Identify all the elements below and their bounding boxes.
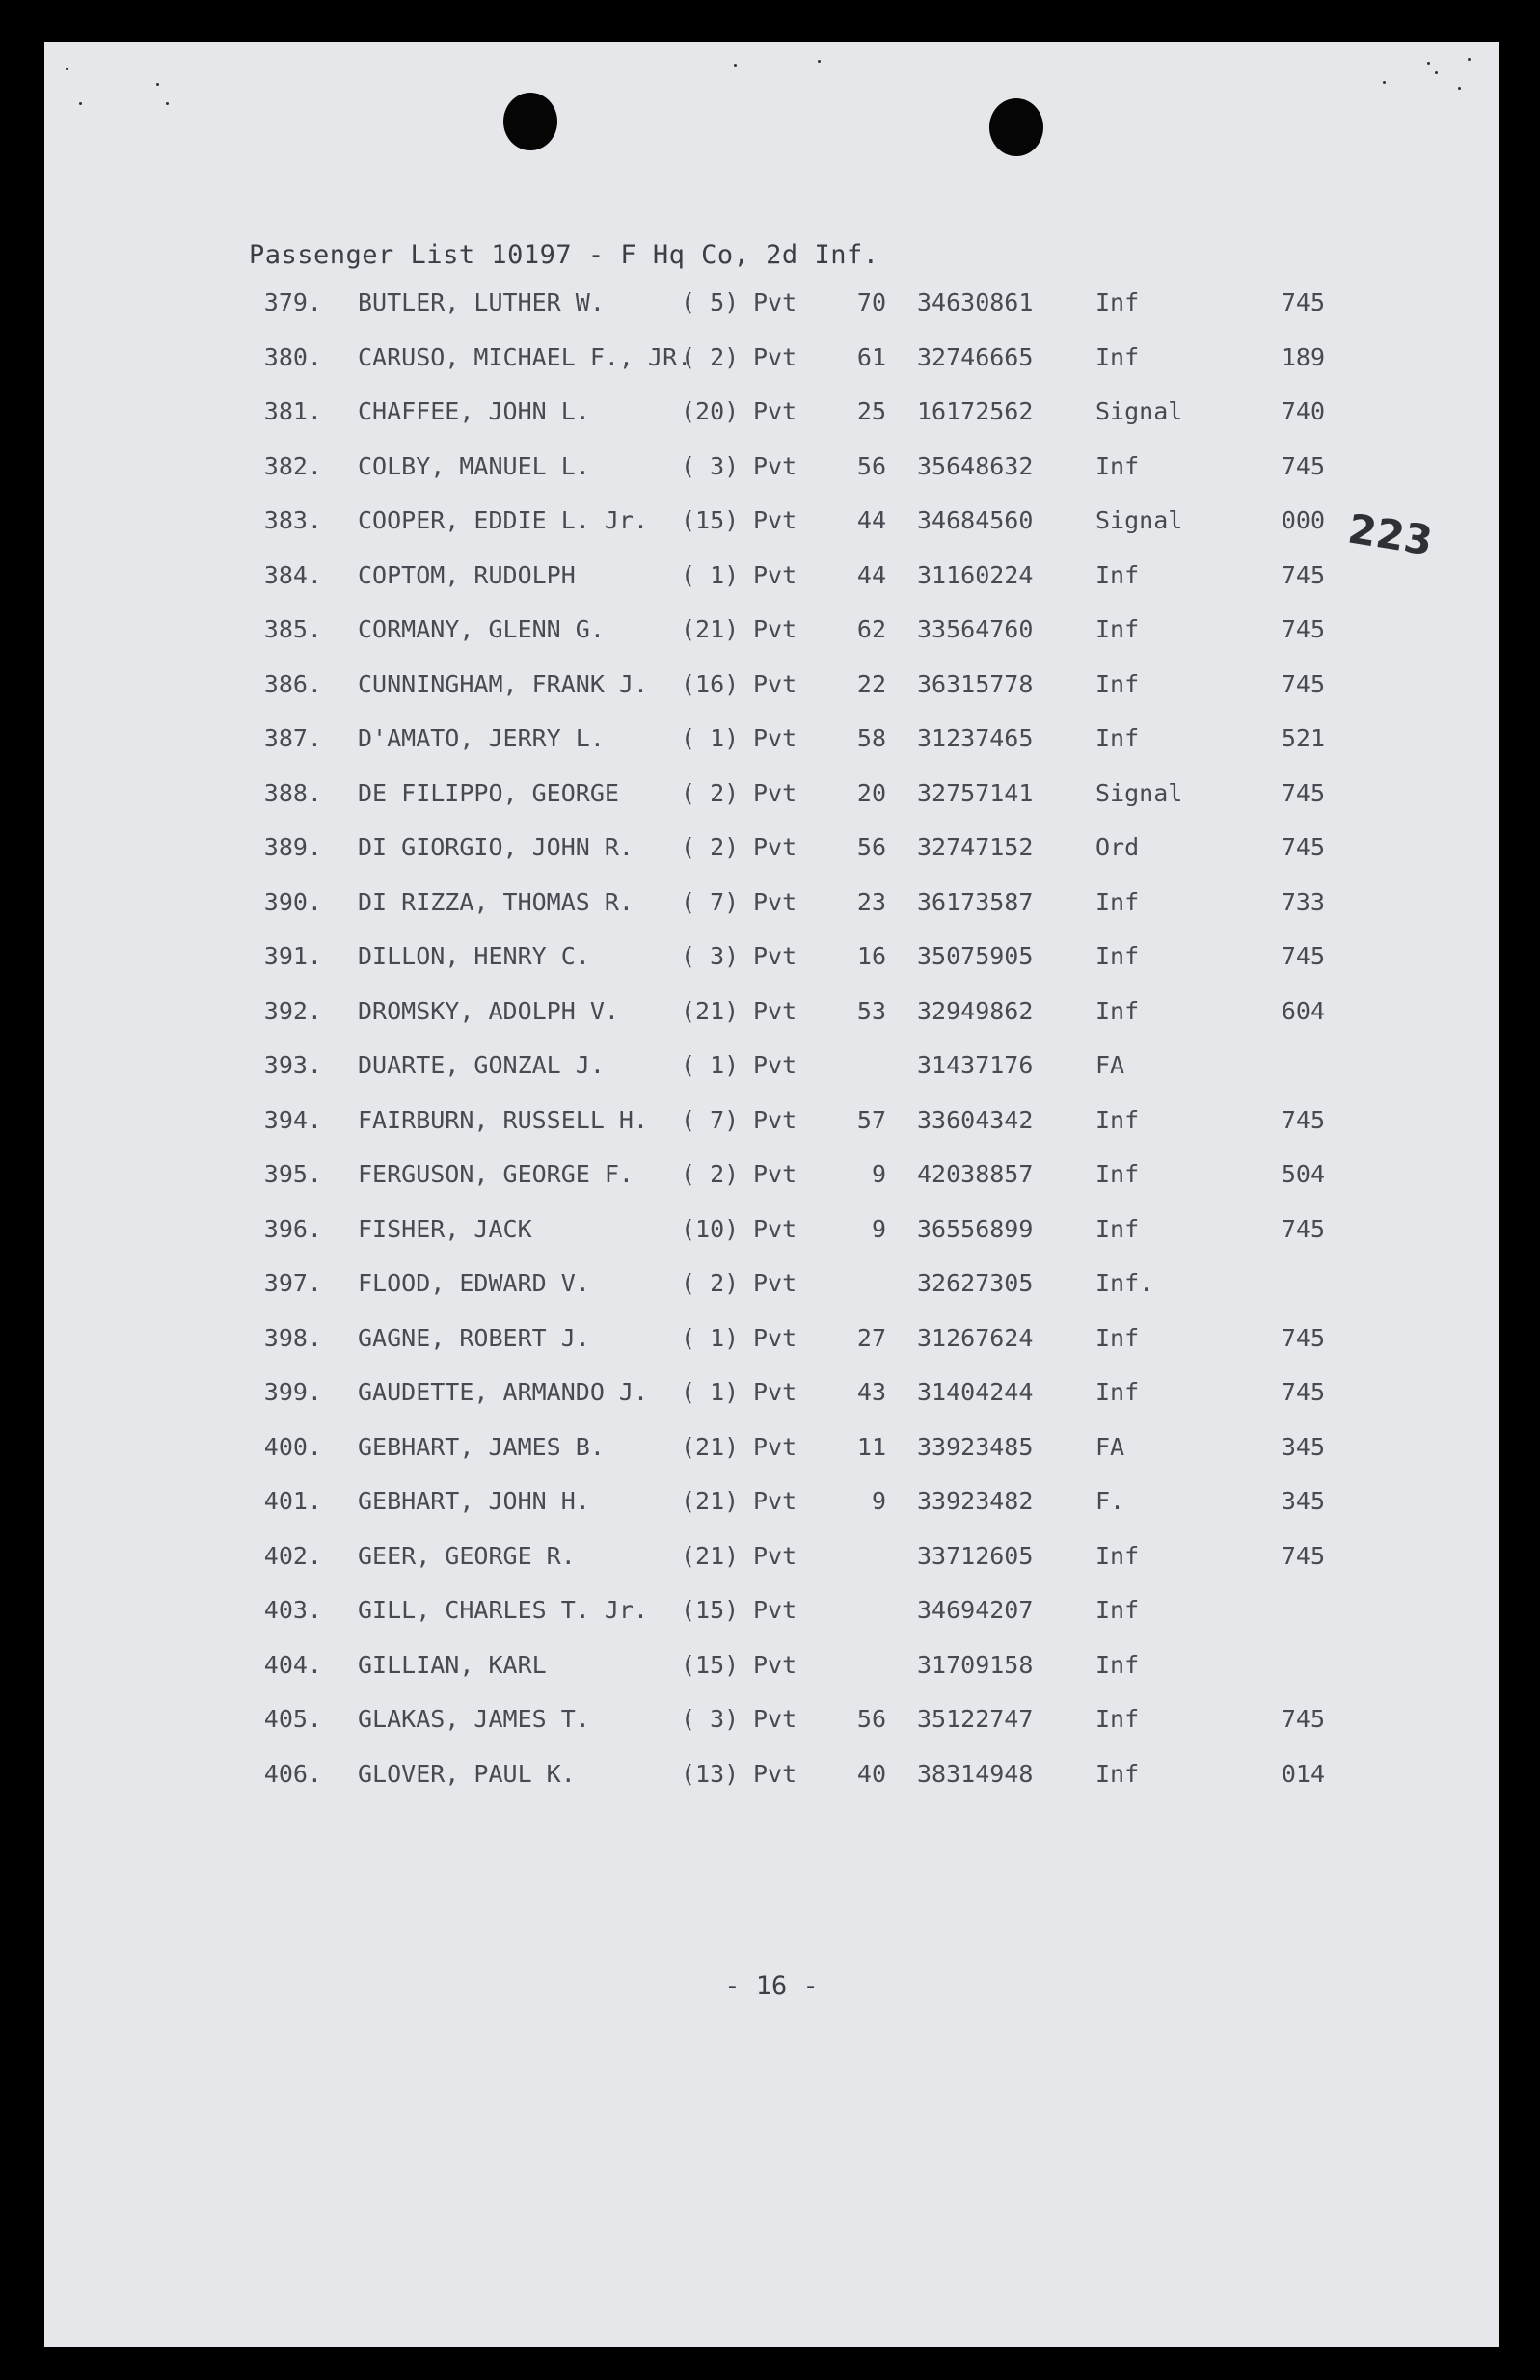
document-page <box>44 42 1499 2347</box>
passenger-name: CUNNINGHAM, FRANK J. <box>358 669 649 698</box>
entry-number: 402. <box>263 1541 322 1570</box>
table-row <box>44 1324 1499 1379</box>
passenger-table <box>44 288 1499 1814</box>
specialty-code: 745 <box>1281 288 1325 316</box>
entry-number: 393. <box>263 1051 322 1079</box>
branch: Inf <box>1095 1214 1140 1243</box>
rank: Pvt <box>753 1378 797 1406</box>
specialty-code: 745 <box>1281 833 1325 861</box>
branch: Inf <box>1095 1323 1140 1352</box>
serial-number: 33923482 <box>917 1487 1034 1515</box>
branch: Inf <box>1095 887 1140 916</box>
group-code: ( 7) <box>681 1105 740 1134</box>
age-code: 44 <box>856 506 886 534</box>
entry-number: 381. <box>263 397 322 425</box>
serial-number: 32747152 <box>917 833 1034 861</box>
group-code: ( 2) <box>681 833 740 861</box>
table-row <box>44 1651 1499 1706</box>
table-row <box>44 724 1499 779</box>
passenger-name: DUARTE, GONZAL J. <box>358 1051 605 1079</box>
rank: Pvt <box>753 942 797 970</box>
table-row <box>44 1215 1499 1270</box>
rank: Pvt <box>753 1705 797 1733</box>
serial-number: 34630861 <box>917 288 1034 316</box>
serial-number: 34694207 <box>917 1596 1034 1624</box>
branch: Inf <box>1095 1705 1140 1733</box>
specialty-code: 745 <box>1281 1105 1325 1134</box>
dust-speck <box>1427 62 1430 65</box>
age-code: 27 <box>856 1323 886 1352</box>
entry-number: 379. <box>263 288 322 316</box>
serial-number: 36173587 <box>917 887 1034 916</box>
branch: Inf <box>1095 342 1140 371</box>
table-row <box>44 1433 1499 1488</box>
branch: Inf <box>1095 1596 1140 1624</box>
entry-number: 405. <box>263 1705 322 1733</box>
serial-number: 35122747 <box>917 1705 1034 1733</box>
age-code: 22 <box>856 669 886 698</box>
group-code: (21) <box>681 1487 740 1515</box>
passenger-name: COPTOM, RUDOLPH <box>358 560 576 589</box>
specialty-code: 014 <box>1281 1759 1325 1788</box>
dust-speck <box>1468 58 1471 61</box>
age-code: 58 <box>856 724 886 752</box>
rank: Pvt <box>753 615 797 643</box>
specialty-code: 740 <box>1281 397 1325 425</box>
branch: Signal <box>1095 778 1183 807</box>
rank: Pvt <box>753 342 797 371</box>
serial-number: 32746665 <box>917 342 1034 371</box>
rank: Pvt <box>753 1214 797 1243</box>
passenger-name: GAUDETTE, ARMANDO J. <box>358 1378 649 1406</box>
table-row <box>44 1106 1499 1161</box>
age-code: 44 <box>856 560 886 589</box>
rank: Pvt <box>753 1487 797 1515</box>
rank: Pvt <box>753 996 797 1025</box>
table-row <box>44 288 1499 343</box>
serial-number: 38314948 <box>917 1759 1034 1788</box>
group-code: (21) <box>681 1541 740 1570</box>
table-row <box>44 1542 1499 1597</box>
serial-number: 35648632 <box>917 451 1034 480</box>
group-code: ( 3) <box>681 1705 740 1733</box>
serial-number: 36315778 <box>917 669 1034 698</box>
group-code: ( 3) <box>681 451 740 480</box>
branch: Inf <box>1095 1541 1140 1570</box>
group-code: ( 7) <box>681 887 740 916</box>
specialty-code: 345 <box>1281 1432 1325 1461</box>
rank: Pvt <box>753 1105 797 1134</box>
group-code: (21) <box>681 615 740 643</box>
branch: Inf <box>1095 1160 1140 1188</box>
passenger-name: FAIRBURN, RUSSELL H. <box>358 1105 649 1134</box>
serial-number: 32949862 <box>917 996 1034 1025</box>
group-code: ( 1) <box>681 724 740 752</box>
serial-number: 36556899 <box>917 1214 1034 1243</box>
passenger-name: GLAKAS, JAMES T. <box>358 1705 590 1733</box>
branch: Inf <box>1095 1378 1140 1406</box>
rank: Pvt <box>753 397 797 425</box>
age-code: 70 <box>856 288 886 316</box>
branch: FA <box>1095 1432 1125 1461</box>
passenger-name: DI GIORGIO, JOHN R. <box>358 833 634 861</box>
passenger-name: GAGNE, ROBERT J. <box>358 1323 590 1352</box>
age-code: 9 <box>871 1160 886 1188</box>
entry-number: 399. <box>263 1378 322 1406</box>
group-code: ( 1) <box>681 1378 740 1406</box>
table-row <box>44 561 1499 616</box>
rank: Pvt <box>753 669 797 698</box>
dust-speck <box>1383 81 1386 84</box>
dust-speck <box>1458 87 1461 90</box>
group-code: (15) <box>681 1596 740 1624</box>
rank: Pvt <box>753 1596 797 1624</box>
group-code: ( 2) <box>681 1160 740 1188</box>
passenger-name: CORMANY, GLENN G. <box>358 615 605 643</box>
rank: Pvt <box>753 1650 797 1679</box>
passenger-name: DE FILIPPO, GEORGE <box>358 778 619 807</box>
specialty-code: 745 <box>1281 560 1325 589</box>
punch-hole-right <box>989 98 1043 156</box>
entry-number: 404. <box>263 1650 322 1679</box>
rank: Pvt <box>753 506 797 534</box>
age-code: 43 <box>856 1378 886 1406</box>
passenger-name: FLOOD, EDWARD V. <box>358 1269 590 1297</box>
branch: Inf <box>1095 1105 1140 1134</box>
rank: Pvt <box>753 778 797 807</box>
group-code: ( 2) <box>681 342 740 371</box>
branch: Inf <box>1095 1650 1140 1679</box>
serial-number: 33923485 <box>917 1432 1034 1461</box>
table-row <box>44 343 1499 398</box>
rank: Pvt <box>753 887 797 916</box>
entry-number: 389. <box>263 833 322 861</box>
entry-number: 401. <box>263 1487 322 1515</box>
passenger-name: COLBY, MANUEL L. <box>358 451 590 480</box>
entry-number: 390. <box>263 887 322 916</box>
group-code: ( 2) <box>681 1269 740 1297</box>
specialty-code: 345 <box>1281 1487 1325 1515</box>
branch: Inf <box>1095 724 1140 752</box>
table-row <box>44 670 1499 725</box>
entry-number: 385. <box>263 615 322 643</box>
entry-number: 388. <box>263 778 322 807</box>
rank: Pvt <box>753 451 797 480</box>
entry-number: 394. <box>263 1105 322 1134</box>
branch: Inf <box>1095 942 1140 970</box>
page-number-stamp: 223 <box>1344 504 1436 565</box>
table-row <box>44 942 1499 997</box>
branch: FA <box>1095 1051 1125 1079</box>
passenger-name: GEBHART, JOHN H. <box>358 1487 590 1515</box>
specialty-code: 745 <box>1281 451 1325 480</box>
serial-number: 33604342 <box>917 1105 1034 1134</box>
specialty-code: 745 <box>1281 669 1325 698</box>
group-code: (20) <box>681 397 740 425</box>
rank: Pvt <box>753 833 797 861</box>
group-code: ( 2) <box>681 778 740 807</box>
rank: Pvt <box>753 1323 797 1352</box>
group-code: (21) <box>681 1432 740 1461</box>
age-code: 25 <box>856 397 886 425</box>
table-row <box>44 888 1499 943</box>
group-code: ( 3) <box>681 942 740 970</box>
branch: Inf <box>1095 615 1140 643</box>
group-code: ( 1) <box>681 1323 740 1352</box>
rank: Pvt <box>753 1269 797 1297</box>
rank: Pvt <box>753 1160 797 1188</box>
passenger-name: DILLON, HENRY C. <box>358 942 590 970</box>
specialty-code: 745 <box>1281 1323 1325 1352</box>
serial-number: 31160224 <box>917 560 1034 589</box>
table-row <box>44 1487 1499 1542</box>
specialty-code: 745 <box>1281 1541 1325 1570</box>
specialty-code: 504 <box>1281 1160 1325 1188</box>
serial-number: 31267624 <box>917 1323 1034 1352</box>
table-row <box>44 615 1499 670</box>
age-code: 61 <box>856 342 886 371</box>
passenger-name: GLOVER, PAUL K. <box>358 1759 576 1788</box>
branch: Inf. <box>1095 1269 1154 1297</box>
dust-speck <box>66 68 68 70</box>
age-code: 53 <box>856 996 886 1025</box>
page-footer: - 16 - <box>724 1971 819 2001</box>
specialty-code: 745 <box>1281 778 1325 807</box>
punch-hole-left <box>503 93 557 150</box>
table-row <box>44 452 1499 507</box>
passenger-name: CARUSO, MICHAEL F., JR. <box>358 342 692 371</box>
serial-number: 42038857 <box>917 1160 1034 1188</box>
serial-number: 16172562 <box>917 397 1034 425</box>
branch: F. <box>1095 1487 1125 1515</box>
specialty-code: 733 <box>1281 887 1325 916</box>
passenger-name: GILLIAN, KARL <box>358 1650 547 1679</box>
entry-number: 383. <box>263 506 322 534</box>
table-row <box>44 779 1499 834</box>
branch: Inf <box>1095 560 1140 589</box>
passenger-name: GEBHART, JAMES B. <box>358 1432 605 1461</box>
serial-number: 33712605 <box>917 1541 1034 1570</box>
branch: Inf <box>1095 1759 1140 1788</box>
specialty-code: 189 <box>1281 342 1325 371</box>
group-code: (15) <box>681 1650 740 1679</box>
age-code: 56 <box>856 833 886 861</box>
entry-number: 382. <box>263 451 322 480</box>
group-code: ( 1) <box>681 1051 740 1079</box>
serial-number: 31709158 <box>917 1650 1034 1679</box>
table-row <box>44 506 1499 561</box>
dust-speck <box>79 102 82 105</box>
group-code: (13) <box>681 1759 740 1788</box>
group-code: (15) <box>681 506 740 534</box>
age-code: 62 <box>856 615 886 643</box>
specialty-code: 521 <box>1281 724 1325 752</box>
age-code: 57 <box>856 1105 886 1134</box>
entry-number: 391. <box>263 942 322 970</box>
passenger-name: DROMSKY, ADOLPH V. <box>358 996 619 1025</box>
age-code: 56 <box>856 451 886 480</box>
passenger-name: D'AMATO, JERRY L. <box>358 724 605 752</box>
table-row <box>44 397 1499 452</box>
passenger-name: CHAFFEE, JOHN L. <box>358 397 590 425</box>
branch: Signal <box>1095 506 1183 534</box>
rank: Pvt <box>753 1541 797 1570</box>
serial-number: 31404244 <box>917 1378 1034 1406</box>
entry-number: 387. <box>263 724 322 752</box>
specialty-code: 000 <box>1281 506 1325 534</box>
group-code: ( 5) <box>681 288 740 316</box>
table-row <box>44 1760 1499 1815</box>
dust-speck <box>818 60 821 63</box>
age-code: 56 <box>856 1705 886 1733</box>
table-row <box>44 1596 1499 1651</box>
specialty-code: 745 <box>1281 615 1325 643</box>
table-row <box>44 1269 1499 1324</box>
entry-number: 397. <box>263 1269 322 1297</box>
branch: Inf <box>1095 996 1140 1025</box>
table-row <box>44 1705 1499 1760</box>
rank: Pvt <box>753 1759 797 1788</box>
table-row <box>44 997 1499 1052</box>
dust-speck <box>734 64 737 67</box>
table-row <box>44 833 1499 888</box>
table-row <box>44 1160 1499 1215</box>
group-code: (16) <box>681 669 740 698</box>
entry-number: 395. <box>263 1160 322 1188</box>
specialty-code: 745 <box>1281 1378 1325 1406</box>
branch: Inf <box>1095 288 1140 316</box>
specialty-code: 604 <box>1281 996 1325 1025</box>
rank: Pvt <box>753 1051 797 1079</box>
age-code: 20 <box>856 778 886 807</box>
serial-number: 31437176 <box>917 1051 1034 1079</box>
serial-number: 34684560 <box>917 506 1034 534</box>
serial-number: 33564760 <box>917 615 1034 643</box>
group-code: ( 1) <box>681 560 740 589</box>
branch: Signal <box>1095 397 1183 425</box>
passenger-name: DI RIZZA, THOMAS R. <box>358 887 634 916</box>
age-code: 23 <box>856 887 886 916</box>
entry-number: 400. <box>263 1432 322 1461</box>
passenger-name: GEER, GEORGE R. <box>358 1541 576 1570</box>
serial-number: 32627305 <box>917 1269 1034 1297</box>
table-row <box>44 1051 1499 1106</box>
entry-number: 406. <box>263 1759 322 1788</box>
rank: Pvt <box>753 560 797 589</box>
specialty-code: 745 <box>1281 942 1325 970</box>
rank: Pvt <box>753 288 797 316</box>
serial-number: 35075905 <box>917 942 1034 970</box>
passenger-name: COOPER, EDDIE L. Jr. <box>358 506 649 534</box>
passenger-name: BUTLER, LUTHER W. <box>358 288 605 316</box>
serial-number: 32757141 <box>917 778 1034 807</box>
rank: Pvt <box>753 724 797 752</box>
age-code: 16 <box>856 942 886 970</box>
dust-speck <box>156 83 159 86</box>
specialty-code: 745 <box>1281 1705 1325 1733</box>
entry-number: 396. <box>263 1214 322 1243</box>
age-code: 9 <box>871 1487 886 1515</box>
age-code: 40 <box>856 1759 886 1788</box>
branch: Ord <box>1095 833 1140 861</box>
serial-number: 31237465 <box>917 724 1034 752</box>
page-title: Passenger List 10197 - F Hq Co, 2d Inf. <box>249 240 879 270</box>
group-code: (21) <box>681 996 740 1025</box>
entry-number: 403. <box>263 1596 322 1624</box>
dust-speck <box>1435 71 1438 74</box>
group-code: (10) <box>681 1214 740 1243</box>
branch: Inf <box>1095 451 1140 480</box>
table-row <box>44 1378 1499 1433</box>
entry-number: 398. <box>263 1323 322 1352</box>
passenger-name: FISHER, JACK <box>358 1214 532 1243</box>
dust-speck <box>166 102 169 105</box>
entry-number: 384. <box>263 560 322 589</box>
specialty-code: 745 <box>1281 1214 1325 1243</box>
rank: Pvt <box>753 1432 797 1461</box>
entry-number: 380. <box>263 342 322 371</box>
passenger-name: FERGUSON, GEORGE F. <box>358 1160 634 1188</box>
branch: Inf <box>1095 669 1140 698</box>
entry-number: 392. <box>263 996 322 1025</box>
entry-number: 386. <box>263 669 322 698</box>
age-code: 9 <box>871 1214 886 1243</box>
age-code: 11 <box>856 1432 886 1461</box>
passenger-name: GILL, CHARLES T. Jr. <box>358 1596 649 1624</box>
